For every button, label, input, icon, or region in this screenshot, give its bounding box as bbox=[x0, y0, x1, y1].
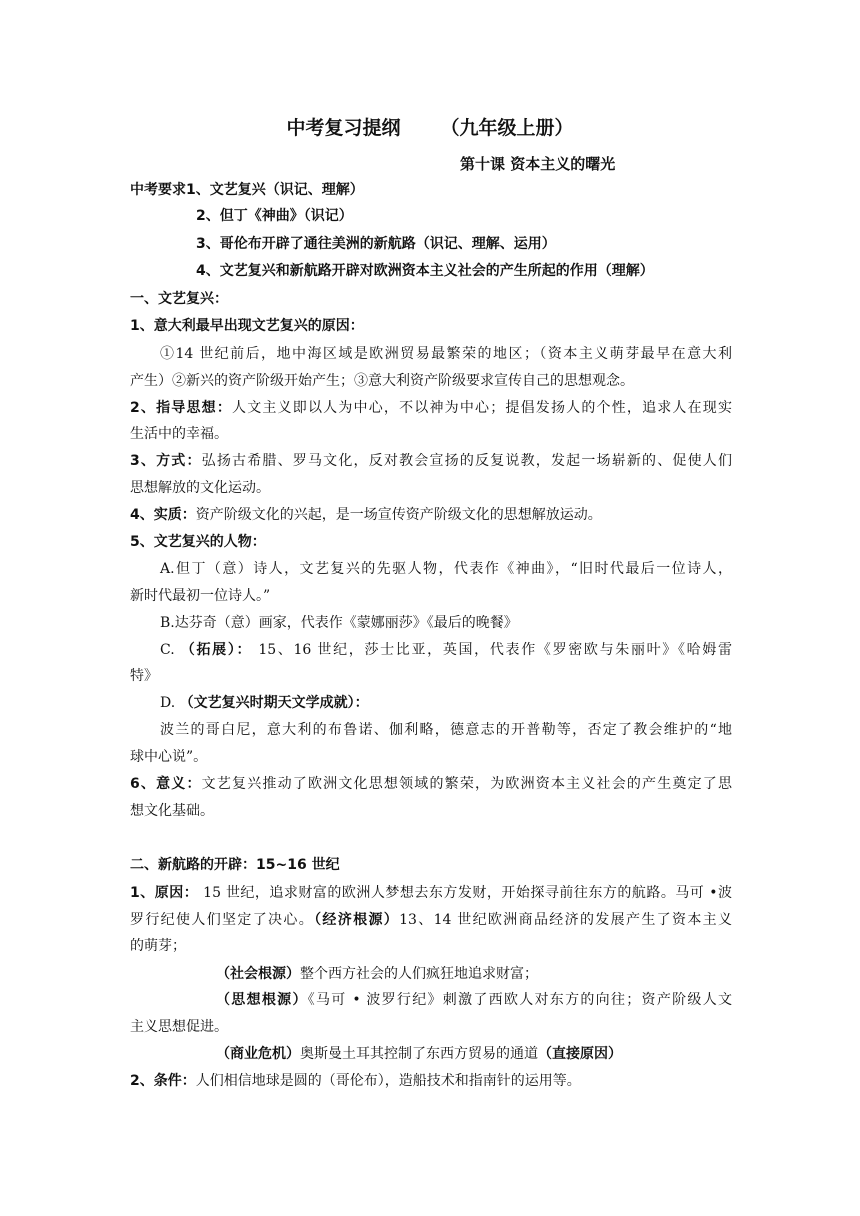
paragraph-line: 主义思想促进。 bbox=[130, 1019, 228, 1035]
paragraph-line: 生活中的幸福。 bbox=[130, 426, 228, 442]
item-label: （社会根源） bbox=[216, 966, 300, 982]
section-heading: 一、文艺复兴： bbox=[130, 291, 228, 307]
paragraph-line bbox=[130, 884, 732, 902]
title-grade: （九年级上册） bbox=[440, 117, 574, 139]
paragraph-line: 产生）②新兴的资产阶级开始产生；③意大利资产阶级要求宣传自己的思想观念。 bbox=[130, 373, 634, 389]
paragraph-label: 2、指导思想： bbox=[130, 400, 233, 416]
paragraph-text: 整个西方社会的人们疯狂地追求财富； bbox=[300, 966, 538, 982]
paragraph-line bbox=[216, 1045, 818, 1063]
paragraph-label: 2、条件： bbox=[130, 1073, 196, 1089]
paragraph-label: 5、文艺复兴的人物： bbox=[130, 534, 266, 550]
paragraph-line: 波兰的哥白尼，意大利的布鲁诺、伽利略，德意志的开普勒等，否定了教会维护的“地 bbox=[160, 722, 732, 738]
item-label: （经济根源） bbox=[314, 912, 400, 928]
paragraph-label: 3、方式： bbox=[130, 453, 202, 469]
requirement-item: 3、哥伦布开辟了通往美洲的新航路（识记、理解、运用） bbox=[196, 236, 556, 252]
paragraph-line bbox=[216, 991, 732, 1009]
item-label: （拓展）： bbox=[180, 642, 253, 658]
paragraph-line: ①14 世纪前后，地中海区域是欧洲贸易最繁荣的地区；（资本主义萌芽最早在意大利 bbox=[160, 346, 732, 362]
paragraph-text: 人文主义即以人为中心，不以神为中心；提倡发扬人的个性，追求人在现实 bbox=[232, 400, 732, 416]
paragraph-line bbox=[130, 399, 732, 417]
paragraph-line bbox=[130, 1072, 732, 1090]
requirement-item: 2、但丁《神曲》（识记） bbox=[196, 208, 353, 224]
paragraph-line: A.但丁（意）诗人，文艺复兴的先驱人物，代表作《神曲》，“旧时代最后一位诗人， bbox=[160, 561, 732, 577]
paragraph-line bbox=[160, 694, 762, 712]
item-label: （思想根源） bbox=[216, 992, 308, 1008]
item-prefix: D. bbox=[160, 695, 180, 711]
paragraph-line: B.达芬奇（意）画家，代表作《蒙娜丽莎》《最后的晚餐》 bbox=[160, 615, 518, 631]
requirements-label: 中考要求 bbox=[130, 182, 186, 198]
item-prefix: C. bbox=[160, 642, 181, 658]
paragraph-line bbox=[160, 641, 732, 659]
paragraph-text: 15 世纪，追求财富的欧洲人梦想去东方发财，开始探寻前往东方的航路。马可 •波 bbox=[198, 885, 733, 901]
paragraph-text: 弘扬古希腊、罗马文化，反对教会宣扬的反复说教，发起一场崭新的、促使人们 bbox=[201, 453, 732, 469]
requirement-item: 1、文艺复兴（识记、理解） bbox=[186, 182, 364, 198]
paragraph-line bbox=[130, 506, 732, 524]
paragraph-label: 6、意义： bbox=[130, 776, 202, 792]
lesson-title: 第十课 资本主义的曙光 bbox=[460, 155, 616, 173]
paragraph-text: 《马可 • 波罗行纪》刺激了西欧人对东方的向往；资产阶级人文 bbox=[307, 992, 732, 1008]
requirement-item: 4、文艺复兴和新航路开辟对欧洲资本主义社会的产生所起的作用（理解） bbox=[196, 263, 654, 279]
paragraph-text: 资产阶级文化的兴起，是一场宣传资产阶级文化的思想解放运动。 bbox=[195, 507, 602, 523]
paragraph-text: 罗行纪使人们坚定了决心。 bbox=[130, 912, 315, 928]
paragraph-text: 奥斯曼土耳其控制了东西方贸易的通道 bbox=[300, 1046, 538, 1062]
paragraph-text: 15、16 世纪，莎士比亚，英国，代表作《罗密欧与朱丽叶》《哈姆雷 bbox=[252, 642, 733, 658]
document-title bbox=[0, 113, 860, 140]
paragraph-line bbox=[130, 452, 732, 470]
paragraph-text: 人们相信地球是圆的（哥伦布），造船技术和指南针的运用等。 bbox=[195, 1073, 581, 1089]
item-label: （文艺复兴时期天文学成就）： bbox=[179, 695, 369, 711]
paragraph-line: 思想解放的文化运动。 bbox=[130, 480, 270, 496]
paragraph-line bbox=[130, 911, 732, 929]
paragraph-line: 新时代最初一位诗人。” bbox=[130, 588, 271, 604]
requirement-line-1 bbox=[130, 181, 732, 199]
paragraph-label: 1、原因： bbox=[130, 885, 199, 901]
item-label: （商业危机） bbox=[216, 1046, 300, 1062]
title-main: 中考复习提纲 bbox=[286, 117, 401, 139]
paragraph-line bbox=[216, 965, 818, 983]
section-heading: 二、新航路的开辟：15~16 世纪 bbox=[130, 857, 340, 873]
paragraph-text: 13、14 世纪欧洲商品经济的发展产生了资本主义 bbox=[399, 912, 733, 928]
paragraph-text: 文艺复兴推动了欧洲文化思想领域的繁荣，为欧洲资本主义社会的产生奠定了思 bbox=[201, 776, 732, 792]
paragraph-label: 4、实质： bbox=[130, 507, 196, 523]
paragraph-line: 的萌芽； bbox=[130, 938, 186, 954]
paragraph-line: 想文化基础。 bbox=[130, 803, 214, 819]
paragraph-line: 球中心说”。 bbox=[130, 749, 208, 765]
item-label: （直接原因） bbox=[538, 1046, 622, 1062]
paragraph-line: 特》 bbox=[130, 668, 158, 684]
paragraph-line bbox=[130, 775, 732, 793]
paragraph-label: 1、意大利最早出现文艺复兴的原因： bbox=[130, 318, 364, 334]
